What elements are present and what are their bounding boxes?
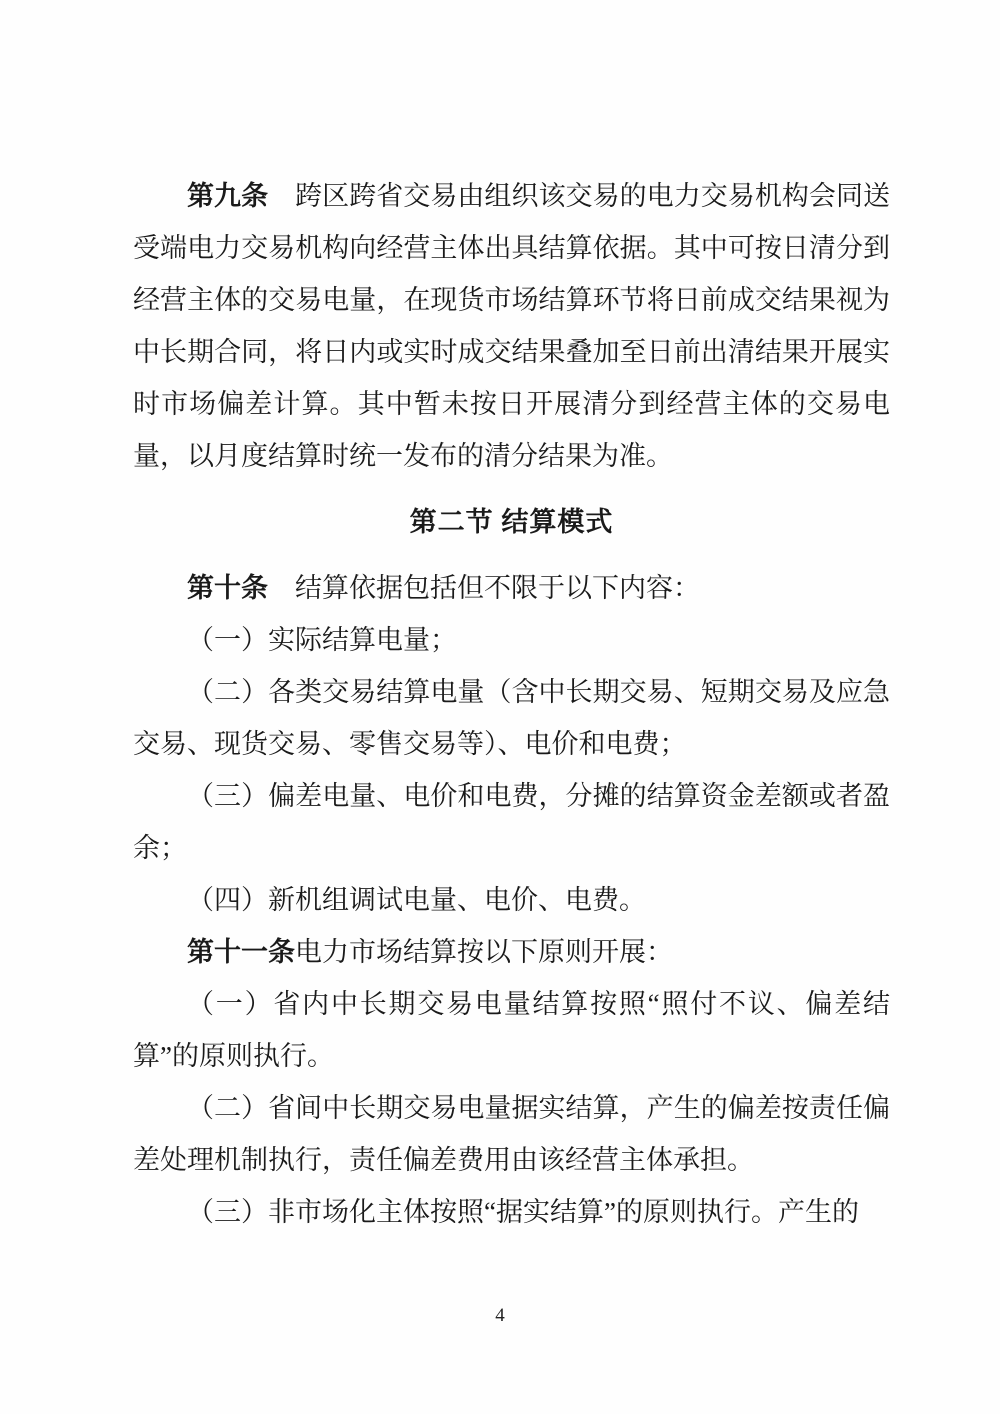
article-10-item-3: （三）偏差电量、电价和电费，分摊的结算资金差额或者盈余； bbox=[133, 781, 890, 863]
article-11-paragraph bbox=[133, 926, 890, 978]
article-11-item-1: （一）省内中长期交易电量结算按照“照付不议、偏差结算”的原则执行。 bbox=[133, 989, 890, 1071]
article-11-item-2: （二）省间中长期交易电量据实结算，产生的偏差按责任偏差处理机制执行，责任偏差费用由该经营主体承担。 bbox=[133, 1093, 890, 1175]
article-11-number: 第十一条 bbox=[187, 937, 295, 967]
article-11-text: 电力市场结算按以下原则开展： bbox=[295, 937, 673, 967]
article-10-text: 结算依据包括但不限于以下内容： bbox=[295, 573, 700, 603]
article-10-item-1: （一）实际结算电量； bbox=[187, 625, 457, 655]
article-10-paragraph bbox=[133, 562, 890, 614]
page-number: 4 bbox=[495, 1305, 505, 1327]
article-9-paragraph bbox=[133, 170, 890, 482]
document-body bbox=[133, 170, 890, 1238]
page-footer bbox=[0, 1305, 1000, 1328]
article-11-item-3: （三）非市场化主体按照“据实结算”的原则执行。产生的 bbox=[187, 1197, 859, 1227]
section-2-heading: 第二节 结算模式 bbox=[409, 507, 614, 537]
article-9-number: 第九条 bbox=[187, 181, 269, 211]
article-9-text: 跨区跨省交易由组织该交易的电力交易机构会同送受端电力交易机构向经营主体出具结算依据。其中可按日清分到经营主体的交易电量，在现货市场结算环节将日前成交结果视为中长期合同，将日内或实时成交结果叠加至日前出清结果开展实时市场偏差计算。其中暂未按日开展清分到经营主体的交易电量，以月度结算时统一发布的清分结果为准。 bbox=[133, 181, 890, 471]
article-10-item-4: （四）新机组调试电量、电价、电费。 bbox=[187, 885, 646, 915]
article-10-item-2: （二）各类交易结算电量（含中长期交易、短期交易及应急交易、现货交易、零售交易等）、电价和电费； bbox=[133, 677, 890, 759]
article-10-number: 第十条 bbox=[187, 573, 268, 603]
